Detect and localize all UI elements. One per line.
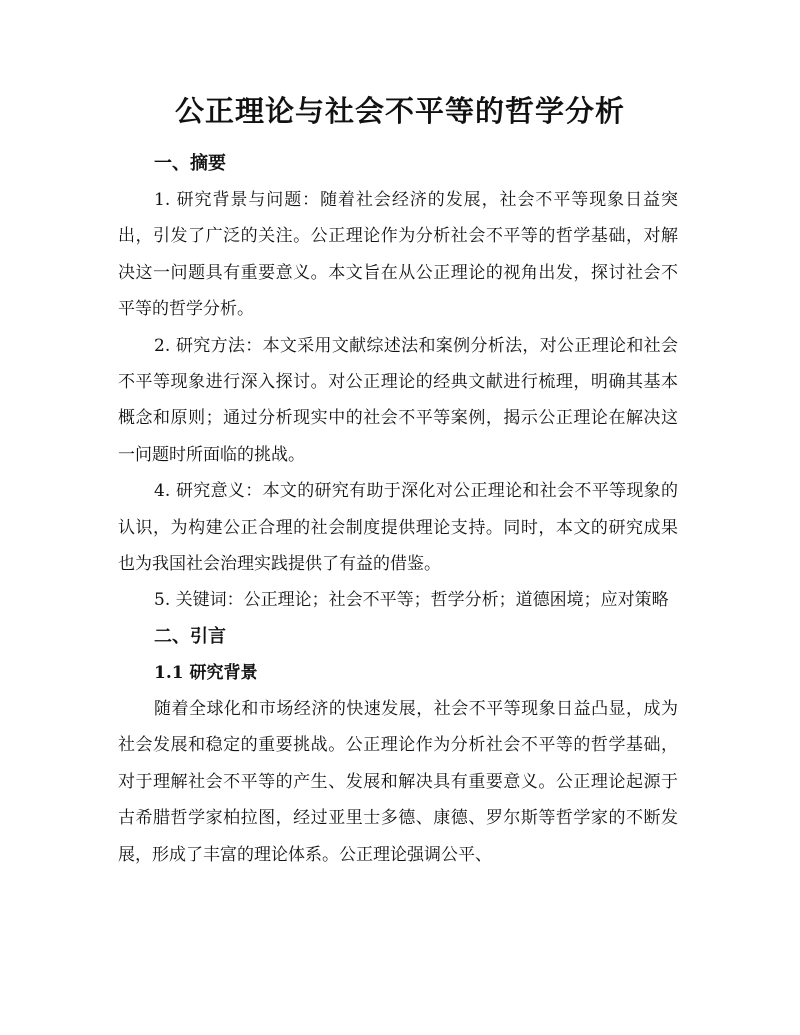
section-abstract: [118, 146, 678, 619]
abstract-paragraph-method: 2. 研究方法：本文采用文献综述法和案例分析法，对公正理论和社会不平等现象进行深入探讨。对公正理论的经典文献进行梳理，明确其基本概念和原则；通过分析现实中的社会不平等案例，揭示公正理论在解决这一问题时所面临的挑战。: [118, 335, 678, 465]
section-heading-abstract: 一、摘要: [154, 153, 226, 174]
abstract-paragraph-keywords: 5. 关键词：公正理论；社会不平等；哲学分析；道德困境；应对策略: [154, 590, 669, 611]
section-introduction: [118, 619, 678, 873]
introduction-paragraph: 随着全球化和市场经济的快速发展，社会不平等现象日益凸显，成为社会发展和稳定的重要挑战。公正理论作为分析社会不平等的哲学基础，对于理解社会不平等的产生、发展和解决具有重要意义。公正理论起源于古希腊哲学家柏拉图，经过亚里士多德、康德、罗尔斯等哲学家的不断发展，形成了丰富的理论体系。公正理论强调公平、: [118, 698, 678, 865]
abstract-paragraph-significance: 4. 研究意义：本文的研究有助于深化对公正理论和社会不平等现象的认识，为构建公正合理的社会制度提供理论支持。同时，本文的研究成果也为我国社会治理实践提供了有益的借鉴。: [118, 481, 678, 575]
subsection-heading-background: 1.1 研究背景: [154, 662, 258, 683]
abstract-paragraph-background: 1. 研究背景与问题：随着社会经济的发展，社会不平等现象日益突出，引发了广泛的关注。公正理论作为分析社会不平等的哲学基础，对解决这一问题具有重要意义。本文旨在从公正理论的视角出发，探讨社会不平等的哲学分析。: [118, 190, 678, 320]
document-body: [118, 146, 678, 873]
document-title: 公正理论与社会不平等的哲学分析: [174, 94, 625, 128]
section-heading-introduction: 二、引言: [154, 625, 226, 647]
